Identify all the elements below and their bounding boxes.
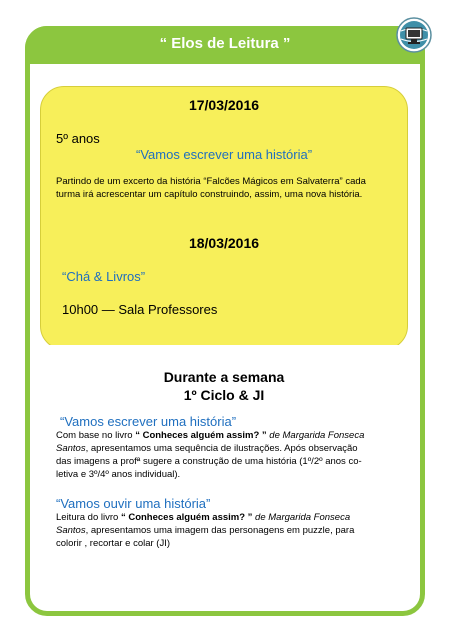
- book-title: “ Conheces alguém assim? ”: [120, 512, 253, 523]
- event2-time-place: 10h00 — Sala Professores: [62, 302, 218, 317]
- author-name: de Margarida Fonseca: [252, 512, 351, 523]
- activity2-title: “Vamos ouvir uma história”: [56, 496, 211, 511]
- event1-desc-line2: turma irá acrescentar um capítulo construindo, assim, uma nova história.: [56, 189, 363, 200]
- activity1-line2: [56, 443, 358, 456]
- page-title: “ Elos de Leitura ”: [159, 35, 291, 52]
- text-span: , apresentamos uma sequência de ilustrações. Após observação: [85, 443, 358, 454]
- activity1-line4: letiva e 3º/4º anos individual).: [56, 469, 181, 480]
- text-span: Leitura do livro: [56, 512, 121, 523]
- author-surname: Santos: [56, 443, 86, 454]
- event2-date: 18/03/2016: [188, 235, 260, 251]
- week-subheading: 1º Ciclo & JI: [183, 387, 265, 403]
- header-bar: [25, 26, 425, 64]
- activity1-title: “Vamos escrever uma história”: [60, 414, 237, 429]
- event2-title: “Chá & Livros”: [62, 269, 146, 284]
- event1-title: “Vamos escrever uma história”: [136, 147, 313, 162]
- monitor-globe-icon: [396, 17, 432, 53]
- activity2-line1: [56, 512, 350, 525]
- event1-audience: 5º anos: [56, 131, 100, 146]
- activity1-line3: das imagens a profª sugere a construção de uma história (1º/2º anos co-: [56, 456, 362, 467]
- book-title: “ Conheces alguém assim? ”: [135, 430, 267, 441]
- week-heading: Durante a semana: [163, 369, 285, 385]
- activity1-line1: [56, 430, 364, 443]
- activity2-line2: [56, 525, 354, 538]
- author-name: de Margarida Fonseca: [266, 430, 365, 441]
- text-span: Com base no livro: [56, 430, 136, 441]
- text-span: , apresentamos uma imagem das personagens em puzzle, para: [85, 525, 355, 536]
- event1-desc-line1: Partindo de um excerto da história “Falcões Mágicos em Salvaterra” cada: [56, 176, 366, 187]
- activity2-line3: colorir , recortar e colar (JI): [56, 538, 171, 549]
- event1-date: 17/03/2016: [188, 97, 260, 113]
- author-surname: Santos: [56, 525, 86, 536]
